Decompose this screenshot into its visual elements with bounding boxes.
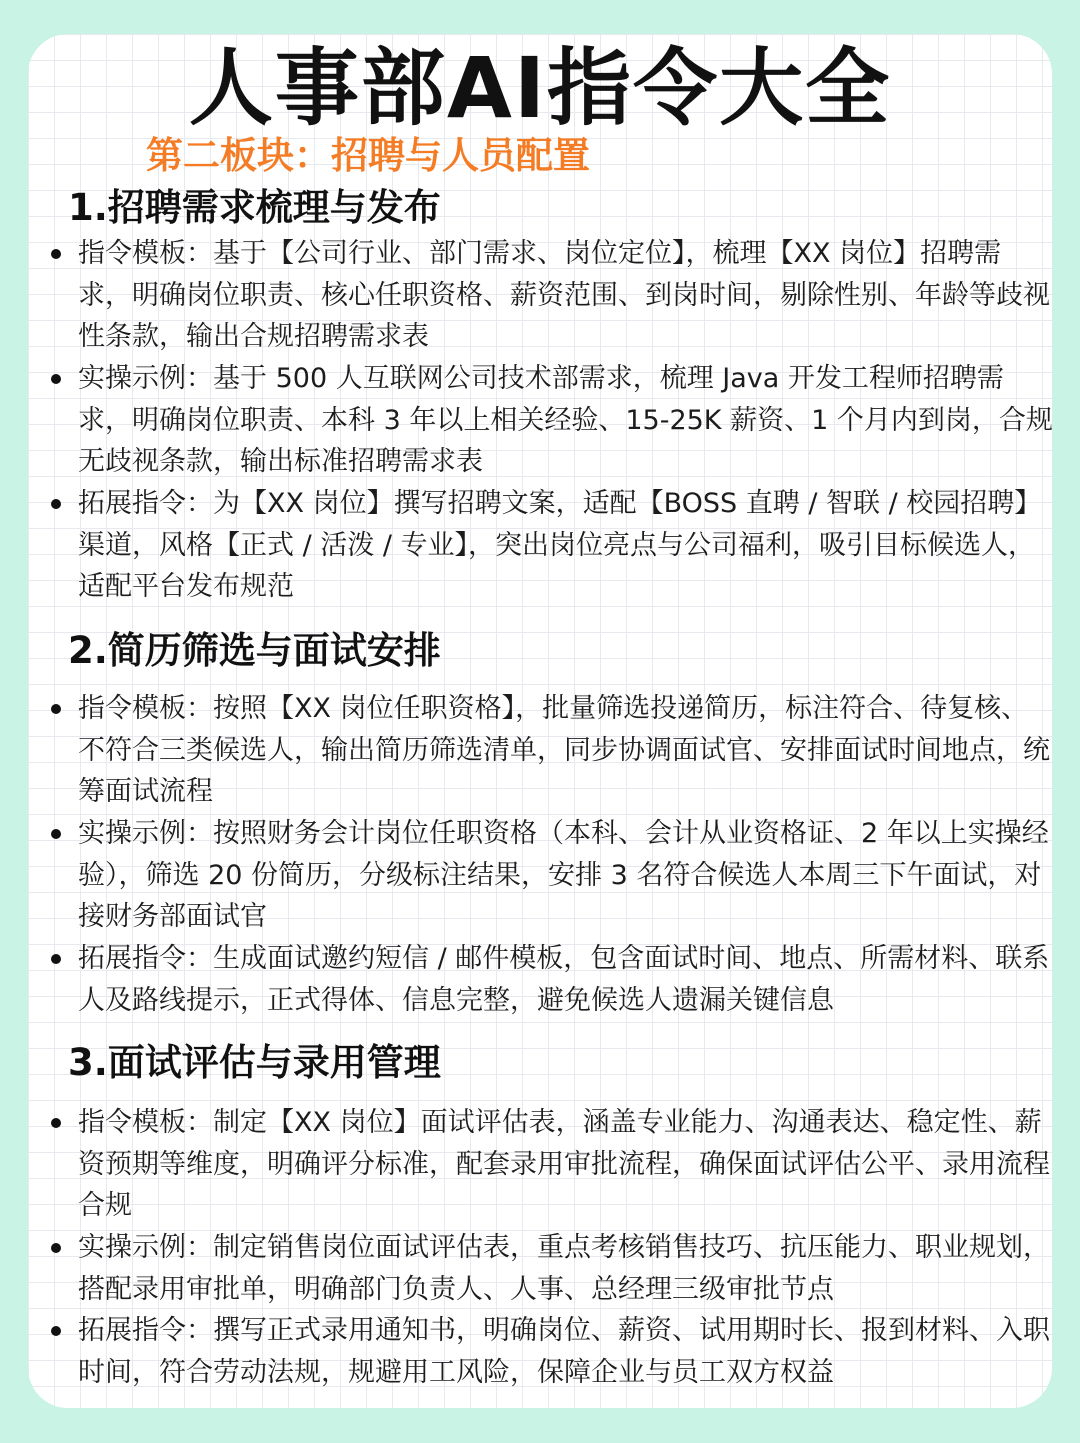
section-heading-1: 1.招聘需求梳理与发布	[68, 186, 441, 229]
list-item: 指令模板：制定【XX 岗位】面试评估表，涵盖专业能力、沟通表达、稳定性、薪资预期等维度，明确评分标准，配套录用审批流程，确保面试评估公平、录用流程合规	[78, 1107, 1050, 1222]
bullet-icon	[51, 954, 61, 964]
list-item: 指令模板：按照【XX 岗位任职资格】，批量筛选投递简历，标注符合、待复核、不符合三类候选人，输出简历筛选清单，同步协调面试官、安排面试时间地点，统筹面试流程	[78, 693, 1050, 808]
section-heading-3: 3.面试评估与录用管理	[68, 1041, 441, 1084]
list-item: 实操示例：按照财务会计岗位任职资格（本科、会计从业资格证、2 年以上实操经验），筛选 20 份简历，分级标注结果，安排 3 名符合候选人本周三下午面试，对接财务部面试官	[78, 818, 1049, 933]
bullet-icon	[51, 499, 61, 509]
list-item: 实操示例：制定销售岗位面试评估表，重点考核销售技巧、抗压能力、职业规划，搭配录用审批单，明确部门负责人、人事、总经理三级审批节点	[78, 1232, 1050, 1305]
list-item: 拓展指令：为【XX 岗位】撰写招聘文案，适配【BOSS 直聘 / 智联 / 校园招聘】渠道，风格【正式 / 活泼 / 专业】，突出岗位亮点与公司福利，吸引目标候选人，适配平台发布规范	[78, 488, 1042, 603]
list-item: 实操示例：基于 500 人互联网公司技术部需求，梳理 Java 开发工程师招聘需求，明确岗位职责、本科 3 年以上相关经验、15-25K 薪资、1 个月内到岗，合规无歧视条款，输出标准招聘需求表	[78, 363, 1053, 478]
list-item: 指令模板：基于【公司行业、部门需求、岗位定位】，梳理【XX 岗位】招聘需求，明确岗位职责、核心任职资格、薪资范围、到岗时间，剔除性别、年龄等歧视性条款，输出合规招聘需求表	[78, 238, 1050, 353]
bullet-icon	[51, 1243, 61, 1253]
bullet-icon	[51, 704, 61, 714]
bullet-icon	[51, 249, 61, 259]
list-item: 拓展指令：撰写正式录用通知书，明确岗位、薪资、试用期时长、报到材料、入职时间，符合劳动法规，规避用工风险，保障企业与员工双方权益	[78, 1315, 1050, 1388]
bullet-icon	[51, 1326, 61, 1336]
bullet-icon	[51, 1118, 61, 1128]
bullet-icon	[51, 829, 61, 839]
list-item: 拓展指令：生成面试邀约短信 / 邮件模板，包含面试时间、地点、所需材料、联系人及路线提示，正式得体、信息完整，避免候选人遗漏关键信息	[78, 943, 1050, 1016]
section-heading-2: 2.简历筛选与面试安排	[68, 629, 441, 672]
section-block-subtitle: 第二板块：招聘与人员配置	[146, 134, 590, 177]
page-title: 人事部AI指令大全	[188, 39, 892, 137]
bullet-icon	[51, 374, 61, 384]
